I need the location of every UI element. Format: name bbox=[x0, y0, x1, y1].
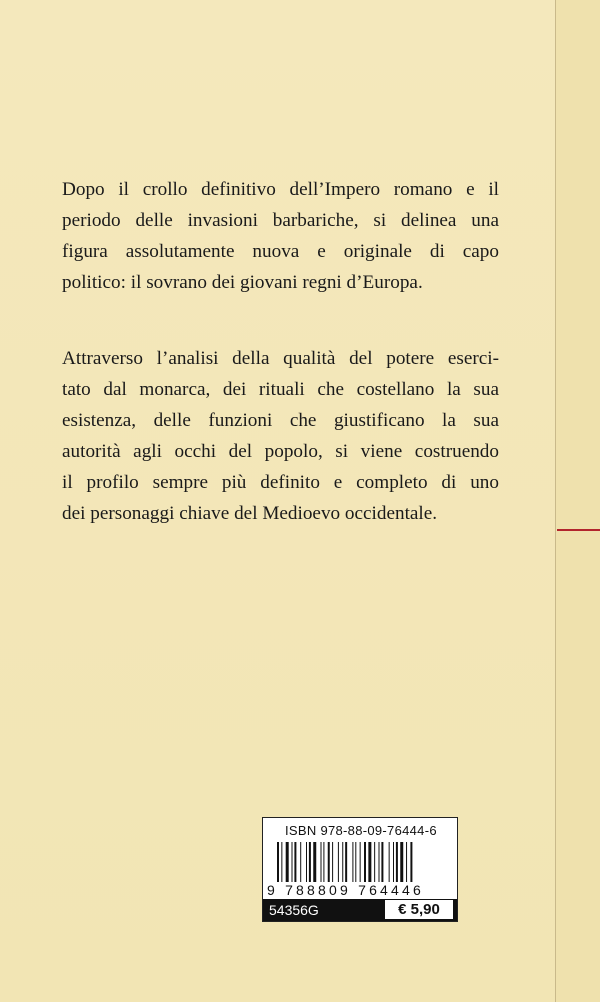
ean-digits: 9 788809 764446 bbox=[267, 882, 424, 898]
blurb-line: politico: il sovrano dei giovani regni d’Europa. bbox=[62, 272, 423, 293]
blurb-line: il profilo sempre più definito e completo di uno bbox=[62, 472, 499, 493]
blurb-line: esistenza, delle funzioni che giustificano la sua bbox=[62, 410, 499, 431]
blurb-paragraph-1 bbox=[62, 174, 499, 298]
blurb-line: periodo delle invasioni barbariche, si delinea una bbox=[62, 210, 499, 231]
blurb-line: Dopo il crollo definitivo dell’Impero romano e il bbox=[62, 179, 499, 200]
price-bar bbox=[263, 899, 457, 921]
isbn-barcode-label bbox=[262, 817, 458, 922]
price-tag: € 5,90 bbox=[385, 900, 453, 919]
blurb-paragraph-2 bbox=[62, 343, 499, 529]
blurb-line: tato dal monarca, dei rituali che costellano la sua bbox=[62, 379, 499, 400]
blurb-line: dei personaggi chiave del Medioevo occidentale. bbox=[62, 503, 438, 524]
isbn-text: ISBN 978-88-09-76444-6 bbox=[285, 823, 437, 838]
blurb-line: autorità agli occhi del popolo, si viene costruendo bbox=[62, 441, 499, 462]
blurb-line: Attraverso l’analisi della qualità del potere eserci- bbox=[62, 348, 499, 369]
blurb-line: figura assolutamente nuova e originale di capo bbox=[62, 241, 499, 262]
cover-flap bbox=[556, 0, 600, 1002]
product-code: 54356G bbox=[269, 902, 319, 918]
red-rule bbox=[557, 529, 600, 531]
